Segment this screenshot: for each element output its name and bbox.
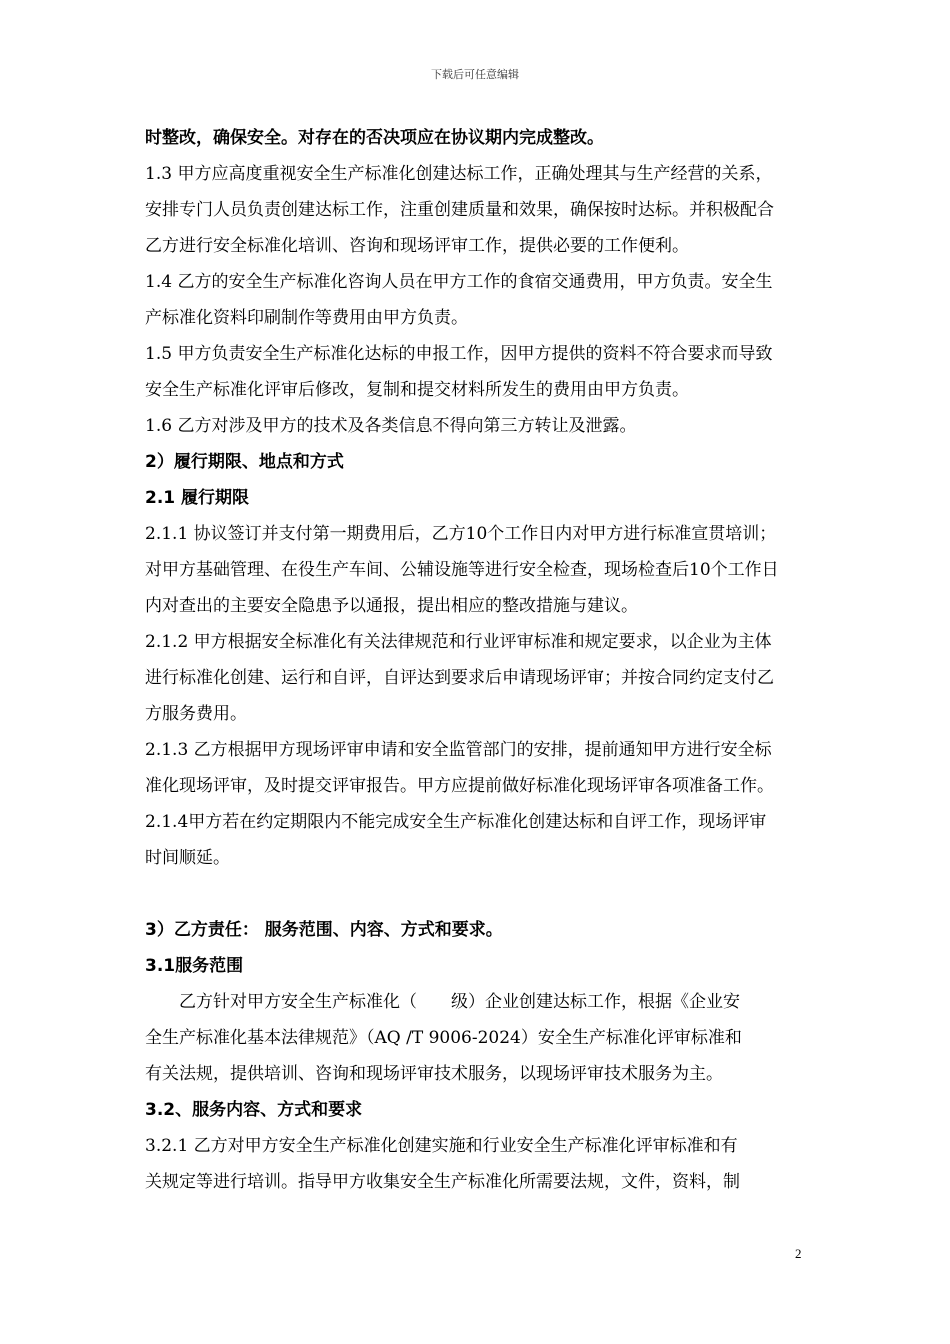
paragraph-line: 进行标准化创建、运行和自评，自评达到要求后申请现场评审；并按合同约定支付乙 [145,668,774,688]
subsection-heading: 3.1服务范围 [145,956,244,976]
paragraph-line: 安全生产标准化评审后修改，复制和提交材料所发生的费用由甲方负责。 [145,380,689,400]
paragraph-line: 全生产标准化基本法律规范》（AQ /T 9006-2024）安全生产标准化评审标准和 [145,1028,742,1048]
paragraph-line: 1.3 甲方应高度重视安全生产标准化创建达标工作，正确处理其与生产经营的关系， [145,164,773,184]
blank-line [145,876,865,912]
paragraph-line: 乙方针对甲方安全生产标准化（ 级）企业创建达标工作，根据《企业安 [145,992,740,1012]
paragraph-line: 有关法规，提供培训、咨询和现场评审技术服务，以现场评审技术服务为主。 [145,1064,723,1084]
paragraph-line: 2.1.3 乙方根据甲方现场评审申请和安全监管部门的安排，提前通知甲方进行安全标 [145,740,772,760]
document-body [145,120,865,1200]
subsection-heading: 2.1 履行期限 [145,488,250,508]
subsection-heading: 3.2、服务内容、方式和要求 [145,1100,363,1120]
paragraph-line: 3.2.1 乙方对甲方安全生产标准化创建实施和行业安全生产标准化评审标准和有 [145,1136,738,1156]
paragraph-line: 产标准化资料印刷制作等费用由甲方负责。 [145,308,468,328]
paragraph-line: 乙方进行安全标准化培训、咨询和现场评审工作，提供必要的工作便利。 [145,236,689,256]
paragraph-line: 方服务费用。 [145,704,247,724]
paragraph-line: 时间顺延。 [145,848,230,868]
paragraph-line: 时整改，确保安全。对存在的否决项应在协议期内完成整改。 [145,128,604,148]
page-number: 2 [795,1246,802,1261]
section-heading: 3）乙方责任： 服务范围、内容、方式和要求。 [145,920,503,940]
section-heading: 2）履行期限、地点和方式 [145,452,344,472]
paragraph-line: 1.5 甲方负责安全生产标准化达标的申报工作，因甲方提供的资料不符合要求而导致 [145,344,773,364]
paragraph-line: 内对查出的主要安全隐患予以通报，提出相应的整改措施与建议。 [145,596,638,616]
paragraph-line: 1.4 乙方的安全生产标准化咨询人员在甲方工作的食宿交通费用，甲方负责。安全生 [145,272,773,292]
paragraph-line: 2.1.4甲方若在约定期限内不能完成安全生产标准化创建达标和自评工作，现场评审 [145,812,767,832]
paragraph-line: 2.1.2 甲方根据安全标准化有关法律规范和行业评审标准和规定要求，以企业为主体 [145,632,772,652]
paragraph-line: 1.6 乙方对涉及甲方的技术及各类信息不得向第三方转让及泄露。 [145,416,637,436]
paragraph-line: 关规定等进行培训。指导甲方收集安全生产标准化所需要法规，文件，资料，制 [145,1172,740,1192]
paragraph-line: 准化现场评审，及时提交评审报告。甲方应提前做好标准化现场评审各项准备工作。 [145,776,774,796]
paragraph-line: 安排专门人员负责创建达标工作，注重创建质量和效果，确保按时达标。并积极配合 [145,200,774,220]
page-header: 下载后可任意编辑 [431,68,519,81]
paragraph-line: 2.1.1 协议签订并支付第一期费用后，乙方10个工作日内对甲方进行标准宣贯培训； [145,524,777,544]
paragraph-line: 对甲方基础管理、在役生产车间、公辅设施等进行安全检查，现场检查后10个工作日 [145,560,779,580]
